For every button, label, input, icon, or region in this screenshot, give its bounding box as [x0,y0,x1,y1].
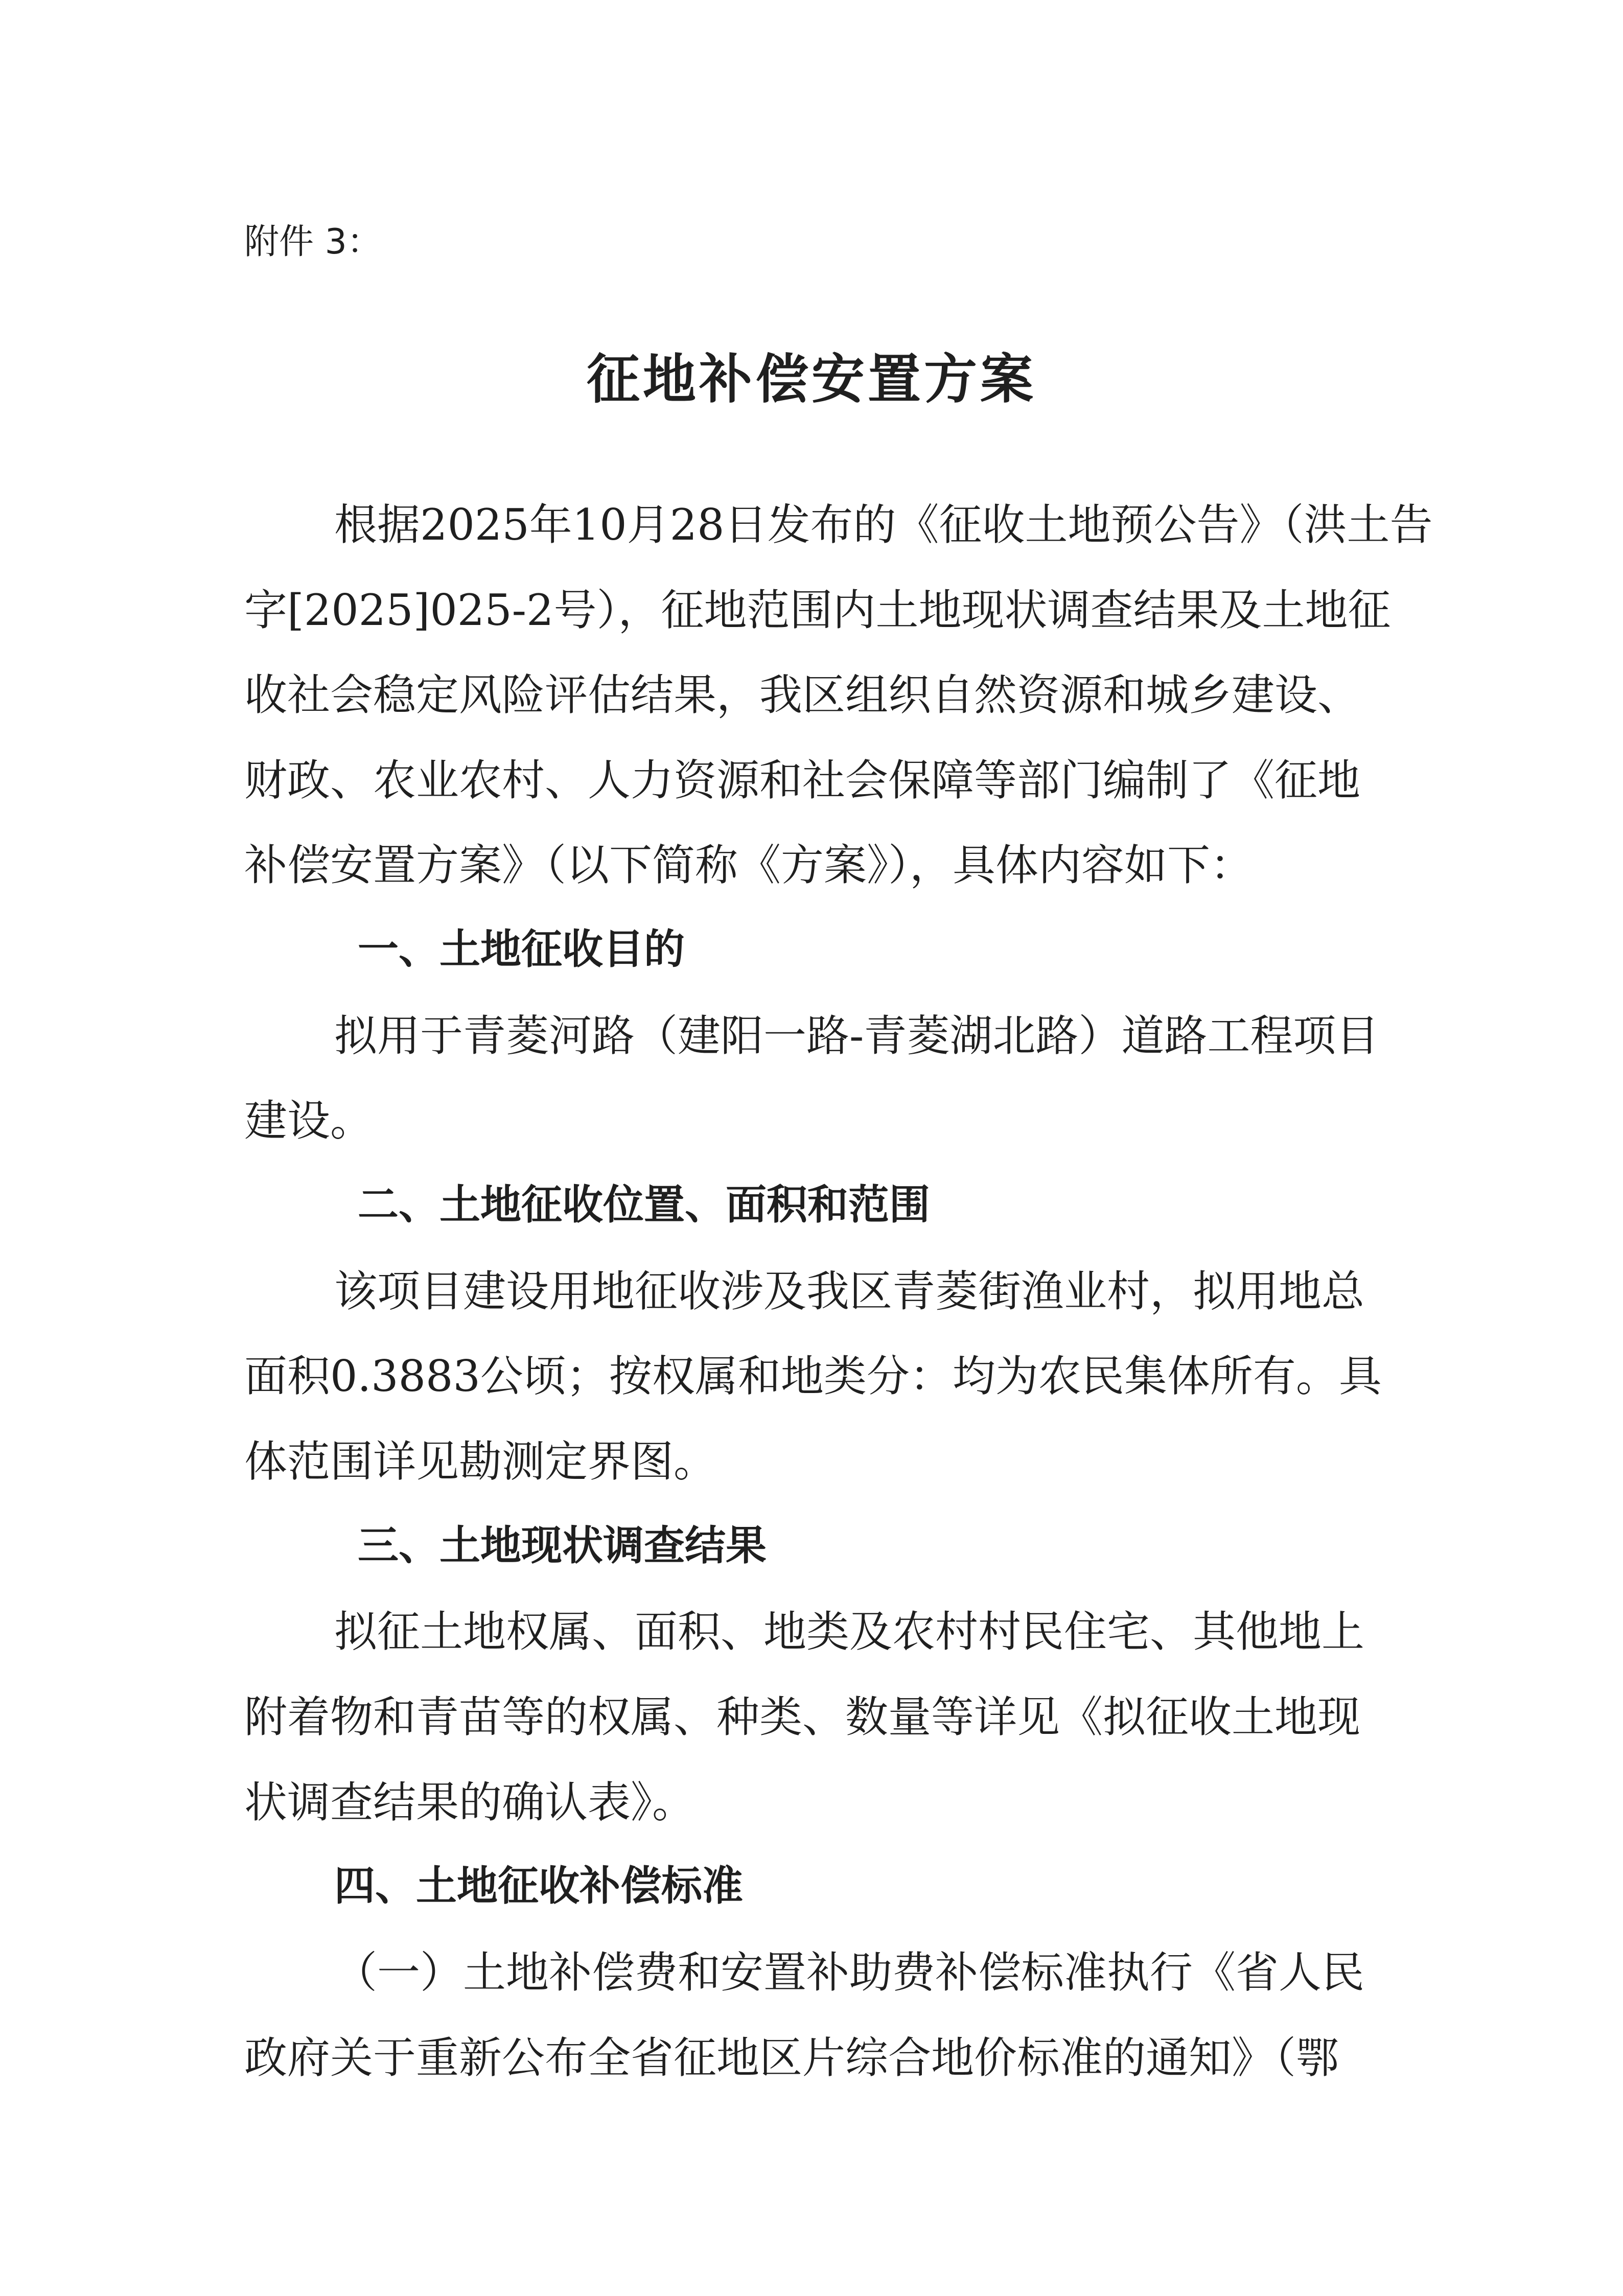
section-line: 该项目建设用地征收涉及我区青菱街渔业村，拟用地总 [334,1266,1365,1316]
intro-line: 补偿安置方案》（以下简称《方案》），具体内容如下： [244,840,1254,890]
section-line: （一）土地补偿费和安置补助费补偿标准执行《省人民 [334,1947,1365,1998]
intro-line: 根据2025年10月28日发布的《征收土地预公告》（洪土告 [334,500,1433,550]
section-heading: 一、土地征收目的 [358,925,685,973]
section-heading: 四、土地征收补偿标准 [334,1862,743,1910]
section-line: 拟征土地权属、面积、地类及农村村民住宅、其他地上 [334,1607,1365,1657]
document-title: 征地补偿安置方案 [586,348,1036,410]
intro-line: 财政、农业农村、人力资源和社会保障等部门编制了《征地 [244,755,1361,805]
section-line: 面积0.3883公顷；按权属和地类分：均为农民集体所有。具 [244,1351,1382,1401]
section-line: 拟用于青菱河路（建阳一路-青菱湖北路）道路工程项目 [334,1011,1379,1061]
section-line: 体范围详见勘测定界图。 [244,1436,717,1487]
intro-line: 收社会稳定风险评估结果，我区组织自然资源和城乡建设、 [244,670,1361,720]
section-heading: 三、土地现状调查结果 [358,1522,767,1569]
section-line: 建设。 [244,1096,374,1146]
section-heading: 二、土地征收位置、面积和范围 [358,1181,930,1228]
section-line: 政府关于重新公布全省征地区片综合地价标准的通知》（鄂 [244,2033,1339,2083]
section-line: 附着物和青苗等的权属、种类、数量等详见《拟征收土地现 [244,1692,1361,1742]
attachment-label: 附件 3： [244,222,382,262]
section-line: 状调查结果的确认表》。 [244,1777,695,1827]
intro-line: 字[2025]025-2号），征地范围内土地现状调查结果及土地征 [244,585,1391,635]
